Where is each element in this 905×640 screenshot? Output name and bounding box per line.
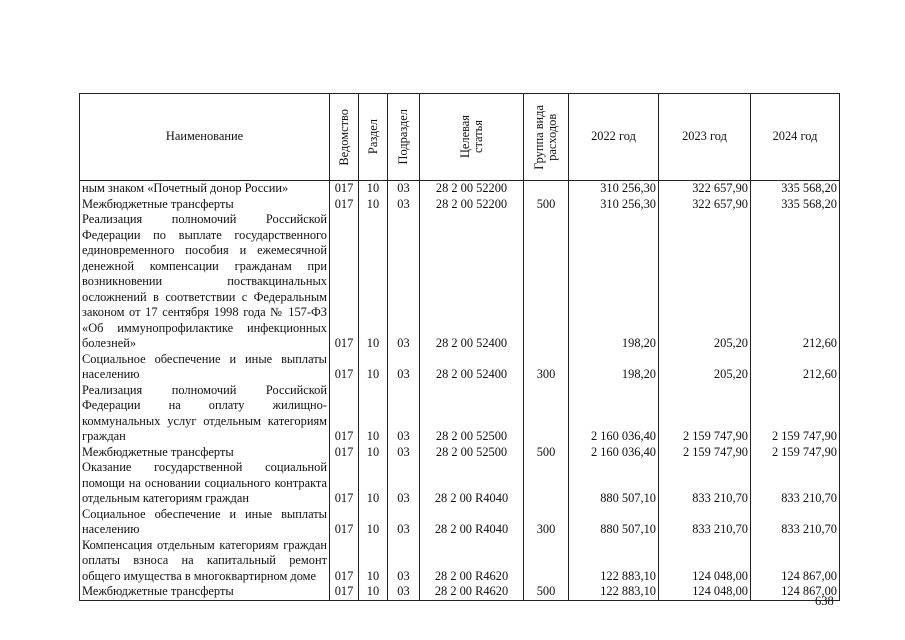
cell-gruppa-vida	[524, 212, 569, 352]
cell-gruppa-vida	[524, 460, 569, 507]
cell-podrazdel: 03	[388, 460, 420, 507]
cell-podrazdel: 03	[388, 383, 420, 445]
cell-year-2022: 310 256,30	[569, 181, 659, 197]
cell-podrazdel: 03	[388, 212, 420, 352]
cell-vedomstvo: 017	[330, 584, 359, 600]
cell-gruppa-vida: 500	[524, 584, 569, 600]
cell-celevaya-statya: 28 2 00 R4040	[420, 460, 524, 507]
cell-gruppa-vida: 300	[524, 352, 569, 383]
cell-podrazdel: 03	[388, 538, 420, 585]
cell-celevaya-statya: 28 2 00 R4620	[420, 584, 524, 600]
cell-year-2024: 124 867,00	[751, 584, 840, 600]
cell-year-2022: 310 256,30	[569, 197, 659, 213]
table-row	[80, 507, 840, 538]
cell-year-2022: 122 883,10	[569, 584, 659, 600]
cell-year-2024: 212,60	[751, 212, 840, 352]
cell-razdel: 10	[359, 383, 388, 445]
cell-name: Межбюджетные трансферты	[80, 445, 330, 461]
cell-name: ным знаком «Почетный донор России»	[80, 181, 330, 197]
page-number: 638	[815, 594, 834, 608]
cell-celevaya-statya: 28 2 00 52400	[420, 352, 524, 383]
cell-year-2023: 833 210,70	[659, 507, 751, 538]
cell-razdel: 10	[359, 197, 388, 213]
cell-year-2023: 124 048,00	[659, 538, 751, 585]
cell-podrazdel: 03	[388, 181, 420, 197]
cell-year-2023: 322 657,90	[659, 181, 751, 197]
cell-razdel: 10	[359, 507, 388, 538]
cell-gruppa-vida	[524, 538, 569, 585]
cell-name: Оказание государственной социальной помощи на основании социального контракта отдельным категориям граждан	[80, 460, 330, 507]
cell-year-2024: 212,60	[751, 352, 840, 383]
cell-vedomstvo: 017	[330, 538, 359, 585]
cell-podrazdel: 03	[388, 584, 420, 600]
header-podrazdel	[388, 94, 420, 181]
header-year-2024: 2024 год	[751, 94, 840, 181]
cell-celevaya-statya: 28 2 00 52400	[420, 212, 524, 352]
cell-celevaya-statya: 28 2 00 R4620	[420, 538, 524, 585]
cell-year-2023: 205,20	[659, 352, 751, 383]
cell-gruppa-vida: 500	[524, 445, 569, 461]
header-name: Наименование	[80, 94, 330, 181]
cell-razdel: 10	[359, 212, 388, 352]
cell-year-2024: 124 867,00	[751, 538, 840, 585]
cell-vedomstvo: 017	[330, 460, 359, 507]
table-row	[80, 352, 840, 383]
cell-year-2024: 335 568,20	[751, 197, 840, 213]
cell-razdel: 10	[359, 181, 388, 197]
cell-name: Реализация полномочий Российской Федерации на оплату жилищно-коммунальных услуг отдельным категориям граждан	[80, 383, 330, 445]
cell-name: Межбюджетные трансферты	[80, 584, 330, 600]
cell-year-2022: 2 160 036,40	[569, 445, 659, 461]
cell-razdel: 10	[359, 460, 388, 507]
cell-celevaya-statya: 28 2 00 52500	[420, 445, 524, 461]
header-celevaya-statya	[420, 94, 524, 181]
cell-year-2022: 880 507,10	[569, 460, 659, 507]
header-gruppa-vida-label: Группа вида расходов	[532, 104, 559, 170]
header-podrazdel-label: Подраздел	[396, 109, 410, 165]
cell-gruppa-vida: 300	[524, 507, 569, 538]
cell-year-2023: 833 210,70	[659, 460, 751, 507]
cell-name: Реализация полномочий Российской Федерации по выплате государственного единовременного пособия и ежемесячной денежной компенсации гражданам при возникновении поствакцинальных осложнений в соответствии с Федеральным законом от 17 сентября 1998 года № 157-ФЗ «Об иммунопрофилактике инфекционных болезней»	[80, 212, 330, 352]
cell-year-2024: 833 210,70	[751, 507, 840, 538]
table-body	[80, 181, 840, 601]
cell-year-2024: 2 159 747,90	[751, 445, 840, 461]
cell-celevaya-statya: 28 2 00 52500	[420, 383, 524, 445]
header-vedomstvo-label: Ведомство	[336, 108, 351, 166]
cell-year-2023: 322 657,90	[659, 197, 751, 213]
cell-celevaya-statya: 28 2 00 52200	[420, 197, 524, 213]
cell-vedomstvo: 017	[330, 197, 359, 213]
cell-gruppa-vida: 500	[524, 197, 569, 213]
cell-gruppa-vida	[524, 383, 569, 445]
header-razdel	[359, 94, 388, 181]
header-vedomstvo	[330, 94, 359, 181]
cell-celevaya-statya: 28 2 00 R4040	[420, 507, 524, 538]
cell-year-2022: 198,20	[569, 352, 659, 383]
header-celevaya-statya-label: Целевая статья	[457, 115, 485, 159]
cell-vedomstvo: 017	[330, 212, 359, 352]
table-row	[80, 445, 840, 461]
table-row	[80, 460, 840, 507]
cell-podrazdel: 03	[388, 507, 420, 538]
cell-name: Социальное обеспечение и иные выплаты населению	[80, 507, 330, 538]
cell-gruppa-vida	[524, 181, 569, 197]
cell-year-2023: 205,20	[659, 212, 751, 352]
header-year-2023: 2023 год	[659, 94, 751, 181]
header-gruppa-vida	[524, 94, 569, 181]
cell-year-2023: 2 159 747,90	[659, 383, 751, 445]
budget-table	[79, 93, 840, 601]
cell-celevaya-statya: 28 2 00 52200	[420, 181, 524, 197]
cell-podrazdel: 03	[388, 445, 420, 461]
table-row	[80, 383, 840, 445]
cell-year-2022: 2 160 036,40	[569, 383, 659, 445]
table-row	[80, 584, 840, 600]
table-row	[80, 181, 840, 197]
cell-name: Межбюджетные трансферты	[80, 197, 330, 213]
cell-year-2023: 124 048,00	[659, 584, 751, 600]
cell-year-2023: 2 159 747,90	[659, 445, 751, 461]
cell-vedomstvo: 017	[330, 383, 359, 445]
cell-razdel: 10	[359, 584, 388, 600]
cell-razdel: 10	[359, 538, 388, 585]
table-row	[80, 538, 840, 585]
cell-razdel: 10	[359, 352, 388, 383]
cell-year-2024: 335 568,20	[751, 181, 840, 197]
cell-vedomstvo: 017	[330, 352, 359, 383]
cell-vedomstvo: 017	[330, 181, 359, 197]
header-year-2022: 2022 год	[569, 94, 659, 181]
table-row	[80, 212, 840, 352]
cell-vedomstvo: 017	[330, 445, 359, 461]
cell-razdel: 10	[359, 445, 388, 461]
header-razdel-label: Раздел	[365, 119, 380, 155]
cell-year-2024: 2 159 747,90	[751, 383, 840, 445]
header-row	[80, 94, 840, 181]
table-row	[80, 197, 840, 213]
cell-year-2022: 198,20	[569, 212, 659, 352]
cell-name: Социальное обеспечение и иные выплаты населению	[80, 352, 330, 383]
cell-year-2024: 833 210,70	[751, 460, 840, 507]
cell-year-2022: 880 507,10	[569, 507, 659, 538]
cell-podrazdel: 03	[388, 352, 420, 383]
cell-name: Компенсация отдельным категориям граждан оплаты взноса на капитальный ремонт общего имущества в многоквартирном доме	[80, 538, 330, 585]
cell-podrazdel: 03	[388, 197, 420, 213]
cell-year-2022: 122 883,10	[569, 538, 659, 585]
cell-vedomstvo: 017	[330, 507, 359, 538]
